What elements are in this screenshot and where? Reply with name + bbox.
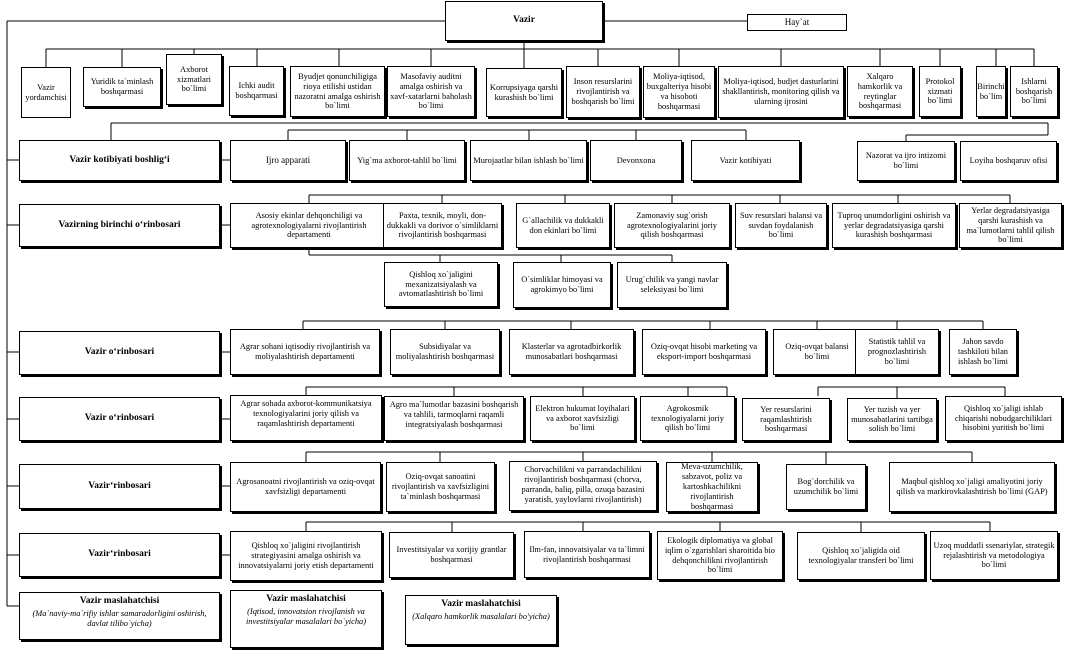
row1-unit: Korrupsiyaga qarshi kurashish bo`limi (486, 68, 562, 117)
deputy-head-box: Vazir o‘rinbosari (19, 331, 220, 375)
first-deputy-unit: Paxta, texnik, moyli, don-dukkakli va dorivor o`simliklarni rivojlantirish boshqarmasi (383, 203, 502, 248)
deputy3-unit: Oziq-ovqat sanoatini rivojlantirish va xavfsizligini ta`minlash boshqarmasi (386, 462, 495, 512)
deputy-head-box: Vazir‘rinbosari (19, 533, 220, 577)
first-deputy-unit: Yerlar degradatsiyasiga qarshi kurashish va ma`lumotlarni tahlil qilish bo`limi (959, 203, 1062, 248)
secretariat-unit: Murojaatlar bilan ishlash bo`limi (470, 140, 587, 181)
adviser-subtitle: (Xalqaro hamkorlik masalalari bo'yicha) (412, 611, 550, 621)
deputy2-unit: Elektron hukumat loyihalari va axborot xavfsizligi bo`limi (530, 396, 635, 441)
first-deputy-unit: Suv resurslari balansi va suvdan foydalanish bo`limi (735, 203, 827, 248)
minister-box: Vazir (445, 1, 603, 41)
deputy2-unit: Qishloq xo`jaligi ishlab chiqarishi nobudgarchiliklari hisobini yuritish bo`limi (945, 396, 1062, 441)
adviser-title: Vazir maslahatchisi (441, 599, 521, 609)
deputy4-unit: Ekologik diplomatiya va global iqlim o`zgarishlari sharoitida bio dehqonchilikni rivojlantirish bo`limi (657, 531, 783, 580)
council-box: Hay`at (747, 14, 847, 31)
row1-unit: Axborot xizmatlari bo`limi (166, 54, 222, 105)
adviser-subtitle: (Iqtisod, innovatsion rivojlanish va investitsiyalar masalalari bo`yicha) (245, 606, 367, 626)
first-deputy-unit: G`allachilik va dukkakli don ekinlari bo`limi (516, 203, 610, 248)
deputy1-unit: Klasterlar va agrotadbirkorlik munosabatlari boshqarmasi (509, 329, 634, 375)
first-deputy-sub-unit: O`simliklar himoyasi va agrokimyo bo`limi (513, 262, 611, 308)
row1-unit: Moliya-iqtisod, buxgalteriya hisobi va hisoboti boshqarmasi (643, 66, 715, 118)
secretariat-unit: Yig`ma axborot-tahlil bo`limi (349, 140, 465, 181)
adviser-box (405, 595, 557, 645)
row1-unit: Ichki audit boshqarmasi (229, 66, 284, 116)
deputy2-unit: Agro ma`lumotlar bazasini boshqarish va tahlili, tarmoqlarni raqamli integratsiyalash boshqarmasi (384, 396, 524, 441)
deputy1-unit: Oziq-ovqat hisobi marketing va eksport-import boshqarmasi (642, 329, 766, 375)
first-deputy-head-box: Vazirning birinchi o‘rinbosari (19, 204, 220, 247)
first-deputy-unit: Asosiy ekinlar dehqonchiligi va agrotexnologiyalarni rivojlantirish departamenti (230, 203, 388, 248)
deputy2-unit: Yer resurslarini raqamlashtirish boshqarmasi (742, 398, 830, 441)
deputy2-unit: Agrokosmik texnologiyalarni joriy qilish bo`limi (640, 396, 735, 441)
row1-unit: Inson resurslarini rivojlantirish va boshqarish bo`limi (566, 66, 640, 118)
row1-unit: Protokol xizmati bo`limi (919, 66, 961, 117)
deputy4-unit: Ilm-fan, innovatsiyalar va ta`limni rivojlantirish boshqarmasi (524, 531, 650, 578)
secretariat-side-unit: Loyiha boshqaruv ofisi (960, 141, 1057, 181)
deputy-head-box: Vazir o‘rinbosari (19, 397, 220, 441)
first-deputy-sub-unit: Urug`chilik va yangi navlar seleksiyasi bo`limi (617, 262, 727, 308)
row1-unit: Yuridik ta`minlash boshqarmasi (83, 67, 161, 107)
deputy3-unit: Agrosanoatni rivojlantirish va oziq-ovqat xavfsizligi departamenti (230, 462, 381, 512)
first-deputy-unit: Tuproq unumdorligini oshirish va yerlar degradatsiyasiga qarshi kurashish boshqarmasi (832, 203, 956, 248)
deputy4-unit: Qishloq xo`jaligini rivojlantirish strategiyasini amalga oshirish va innovatsiyalarni joriy etish departamenti (230, 531, 382, 581)
secretariat-side-unit: Nazorat va ijro intizomi bo`limi (857, 141, 955, 181)
row1-unit: Byudjet qonunchiligiga rioya etilishi ustidan nazoratni amalga oshirish bo`limi (290, 66, 385, 117)
deputy2-unit: Agrar sohada axborot-kommunikatsiya texnologiyalarini joriy qilish va raqamlashtirish departamenti (230, 395, 382, 441)
deputy3-unit: Meva-uzumchilik, sabzavot, poliz va kartoshkachilikni rivojlantirish boshqarmasi (666, 462, 758, 512)
row1-unit: Vazir yordamchisi (21, 67, 71, 118)
first-deputy-unit: Zamonaviy sug`orish agrotexnologiyalarini joriy qilish boshqarmasi (614, 203, 730, 248)
first-deputy-sub-unit: Qishloq xo`jaligini mexanizatsiyalash va avtomatlashtirish bo`limi (384, 262, 498, 307)
deputy1-unit: Statistik tahlil va prognozlashtirish bo`limi (855, 329, 939, 375)
secretariat-unit: Ijro apparati (230, 140, 346, 181)
deputy3-unit: Bog`dorchilik va uzumchilik bo`limi (786, 464, 866, 510)
secretariat-head-box: Vazir kotibiyati boshlig‘i (19, 140, 220, 181)
secretariat-unit: Devonxona (590, 140, 682, 181)
row1-unit: Birinchi bo`lim (976, 66, 1006, 117)
deputy3-unit: Chorvachilikni va parrandachilikni rivojlantirish boshqarmasi (chorva, parranda, baliq, pilla, ozuqa bazasini yaratish, yaylovlarni rivojlantirish) (509, 461, 657, 511)
adviser-title: Vazir maslahatchisi (79, 596, 160, 606)
adviser-box (230, 590, 382, 648)
deputy1-unit: Jahon savdo tashkiloti bilan ishlash bo`limi (949, 329, 1017, 375)
adviser-title: Vazir maslahatchisi (266, 594, 346, 604)
deputy4-unit: Investitsiyalar va xorijiy grantlar boshqarmasi (389, 532, 514, 578)
secretariat-unit: Vazir kotibiyati (691, 140, 800, 181)
adviser-subtitle: (Ma`naviy-ma`rifiy ishlar samaradorligini oshirish, davlat tilibo`yicha) (32, 608, 207, 628)
deputy4-unit: Uzoq muddatli ssenariylar, strategik rejalashtirish va metodologiya bo`limi (930, 531, 1058, 580)
adviser-box (19, 592, 220, 640)
row1-unit: Moliya-iqtisod, budjet dasturlarini shakllantirish, monitoring qilish va ularning ijrosini (718, 66, 844, 118)
deputy1-unit: Agrar sohani iqtisodiy rivojlantirish va moliyalashtirish departamenti (230, 329, 380, 375)
deputy1-unit: Oziq-ovqat balansi bo`limi (773, 329, 861, 375)
row1-unit: Xalqaro hamkorlik va reytinglar boshqarmasi (847, 66, 913, 117)
deputy2-unit: Yer tuzish va yer munosabatlarini tartibga solish bo`limi (847, 398, 937, 441)
deputy1-unit: Subsidiyalar va moliyalashtirish boshqarmasi (390, 329, 500, 375)
deputy3-unit: Maqbul qishloq xo`jaligi amaliyotini joriy qilish va markirovkalashtirish bo`limi (GAP) (889, 462, 1055, 512)
deputy-head-box: Vazir‘rinbosari (19, 464, 220, 509)
row1-unit: Masofaviy auditni amalga oshirish va xavf-xatarlarni baholash bo`limi (387, 66, 475, 117)
deputy4-unit: Qishloq xo`jaligida oid texnologiyalar transferi bo`limi (797, 532, 925, 580)
row1-unit: Ishlarni boshqarish bo`limi (1010, 66, 1058, 117)
